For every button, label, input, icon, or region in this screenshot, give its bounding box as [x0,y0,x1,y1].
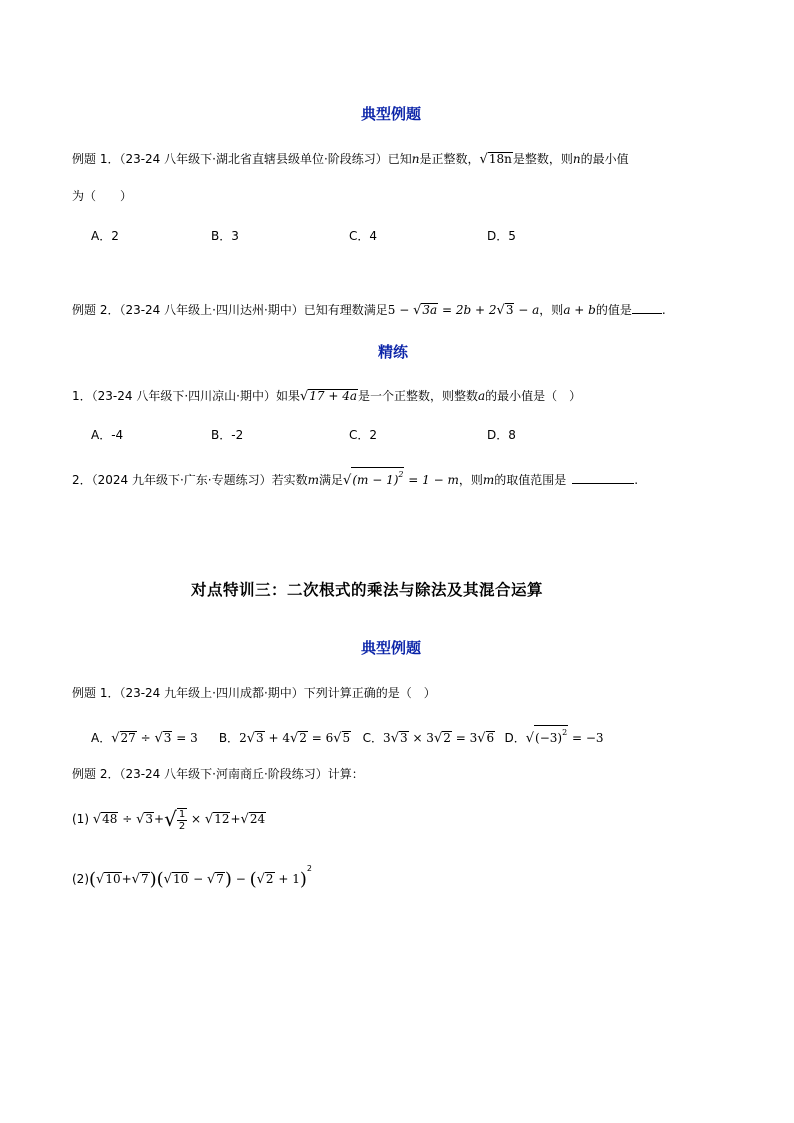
expr-inner: (m − 1) [352,473,399,487]
example-1-prefix: 例题 1．（23-24 八年级下·湖北省直辖县级单位·阶段练习）已知 [72,152,412,166]
plus-op: + 4 [264,731,290,745]
example-2-suffix: 的值是 [595,303,632,317]
sqrt-7: 7 [216,872,224,886]
div-op: ÷ [118,812,137,826]
example-2-mid: ，则 [539,303,564,317]
sqrt-symbol: √ [131,872,140,887]
sqrt-27: 27 [120,731,136,745]
equation-part-e: − a [514,303,540,317]
s3-example-2-part-1 [72,806,266,833]
section-heading-typical-examples-1: 典型例题 [361,105,422,123]
part-1-label: (1) [72,812,89,826]
section-heading-practice: 精练 [378,343,409,361]
example-2-end: . [661,303,666,317]
expr-a-plus-b: a + b [563,303,596,317]
times-op: × 3 [408,731,434,745]
sqrt-18n: 18n [488,152,512,166]
example-1-option-b: B．3 [211,229,239,243]
sqrt-2: 2 [443,731,451,745]
coef: 3 [383,731,391,745]
paren-close: ) [299,869,307,890]
denominator: 2 [178,820,186,832]
option-b-label: B． [218,731,240,745]
sqrt-symbol: √ [204,812,214,827]
practice-q2-prefix: 2．（2024 九年级下·广东·专题练习）若实数 [72,473,308,487]
practice-q2-line [72,467,638,489]
sqrt-symbol: √ [496,303,505,318]
equation-part-c: = 2b + 2 [438,303,497,317]
practice-q1-suffix: 的最小值是（ ） [485,389,582,403]
inner: (−3) [535,731,563,745]
part-2-label: (2) [72,872,89,886]
sqrt-10: 10 [105,872,121,886]
var-m: m [307,473,320,487]
sqrt-10: 10 [172,872,189,886]
sqrt-symbol: √ [92,812,102,827]
option-c-label: C． [362,731,384,745]
paren-open: ( [89,869,97,890]
sqrt-3: 3 [399,731,408,745]
sqrt-3: 3 [145,812,154,826]
sqrt-symbol: √ [246,731,255,746]
sqrt-symbol: √ [136,812,145,827]
practice-q1-mid: 是一个正整数，则整数 [358,389,479,403]
sqrt-symbol: √ [433,731,443,746]
sqrt-symbol: √ [163,872,172,887]
expr-rhs: = 1 − m [404,473,459,487]
practice-q2-suffix: 的取值范围是 [494,473,567,487]
sqrt-m-minus-1-squared [351,467,404,487]
plus-op: + [154,812,165,826]
practice-q2-end: . [634,473,639,487]
sqrt-symbol: √ [343,473,352,488]
sqrt-symbol: √ [154,731,163,746]
practice-q1-option-b: B．-2 [211,428,244,442]
result: = 3 [451,731,478,745]
section-heading-typical-examples-2: 典型例题 [361,639,422,657]
var-n-2: n [572,152,581,166]
sqrt-symbol: √ [477,731,486,746]
sqrt-3: 3 [256,731,264,745]
option-c [363,730,501,747]
sqrt-3: 3 [163,731,172,745]
sqrt-2: 2 [265,872,274,886]
example-1-option-d: D．5 [487,229,516,243]
div-op: ÷ [136,731,155,745]
practice-q2-mid2: ，则 [458,473,483,487]
sqrt-symbol: √ [525,731,535,746]
option-d [504,725,603,747]
example-1-mid1: 是正整数， [419,152,480,166]
sqrt-3: 3 [505,303,514,317]
sqrt-3a: 3a [422,303,438,317]
s3-example-2-part-2 [72,858,312,891]
sqrt-48: 48 [102,812,118,826]
minus-op: − [189,872,207,886]
numerator: 1 [178,808,186,820]
sqrt-symbol: √ [164,807,177,831]
example-1-option-a: A．2 [91,229,119,243]
sqrt-neg3-squared [534,725,568,745]
answer-blank[interactable] [572,473,634,484]
times-op: × [187,812,205,826]
practice-q1-prefix: 1．（23-24 八年级下·四川凉山·期中）如果 [72,389,300,403]
exponent: 2 [398,470,404,479]
option-a-label: A． [91,731,112,745]
example-1-option-c: C．4 [349,229,378,243]
var-m-2: m [482,473,495,487]
fraction-one-half [177,808,187,832]
sqrt-symbol: √ [413,303,422,318]
var-n: n [411,152,420,166]
sqrt-symbol: √ [479,152,488,167]
option-a [91,730,215,747]
result: = 3 [172,731,198,745]
sqrt-17-plus-4a: 17 + 4a [309,389,357,403]
sqrt-symbol: √ [256,872,265,887]
sqrt-symbol: √ [289,731,299,746]
sqrt-7: 7 [140,872,149,886]
plus-one: + 1 [274,872,300,886]
example-1-mid2: 是整数，则 [512,152,573,166]
example-2-prefix: 例题 2．（23-24 八年级上·四川达州·期中）已知有理数满足 [72,303,388,317]
plus-op: + [121,872,132,886]
practice-q1-line [72,388,581,405]
practice-q1-option-a: A．-4 [91,428,124,442]
answer-blank[interactable] [632,303,662,314]
sqrt-symbol: √ [333,731,342,746]
sqrt-2: 2 [299,731,307,745]
plus-op: + [230,812,241,826]
sqrt-12: 12 [214,812,230,826]
exponent: 2 [562,728,568,737]
paren-open: ( [156,869,164,890]
option-b [219,730,359,747]
paren-close: ) [224,869,232,890]
practice-q2-mid: 满足 [319,473,344,487]
minus-op: − [231,872,250,886]
coef: 2 [239,731,247,745]
sqrt-symbol: √ [111,731,120,746]
s3-example-1-line: 例题 1．（23-24 九年级上·四川成都·期中）下列计算正确的是（ ） [72,686,436,700]
sqrt-symbol: √ [299,389,309,404]
result: = −3 [568,731,604,745]
example-1-suffix: 的最小值 [580,152,629,166]
sqrt-5: 5 [342,731,351,745]
sqrt-symbol: √ [206,872,216,887]
paren-open: ( [249,869,257,890]
option-d-label: D． [504,731,526,745]
sqrt-6: 6 [486,731,495,745]
sqrt-24: 24 [249,812,266,826]
var-a: a [478,389,486,403]
result: = 6 [307,731,334,745]
s3-example-2-line: 例题 2．（23-24 八年级下·河南商丘·阶段练习）计算： [72,767,364,781]
example-1-line-1 [72,151,629,168]
practice-q1-option-d: D．8 [487,428,516,442]
section-title-multiplication-division: 对点特训三：二次根式的乘法与除法及其混合运算 [191,581,544,599]
sqrt-symbol: √ [390,731,399,746]
equation-part-a: 5 − [387,303,414,317]
practice-q1-option-c: C．2 [349,428,378,442]
exponent: 2 [306,864,313,873]
paren-close: ) [149,869,157,890]
example-2-line [72,302,666,319]
s3-example-1-options [91,725,604,747]
sqrt-symbol: √ [96,872,105,887]
example-1-line-2: 为（ ） [72,189,133,203]
sqrt-symbol: √ [240,812,249,827]
